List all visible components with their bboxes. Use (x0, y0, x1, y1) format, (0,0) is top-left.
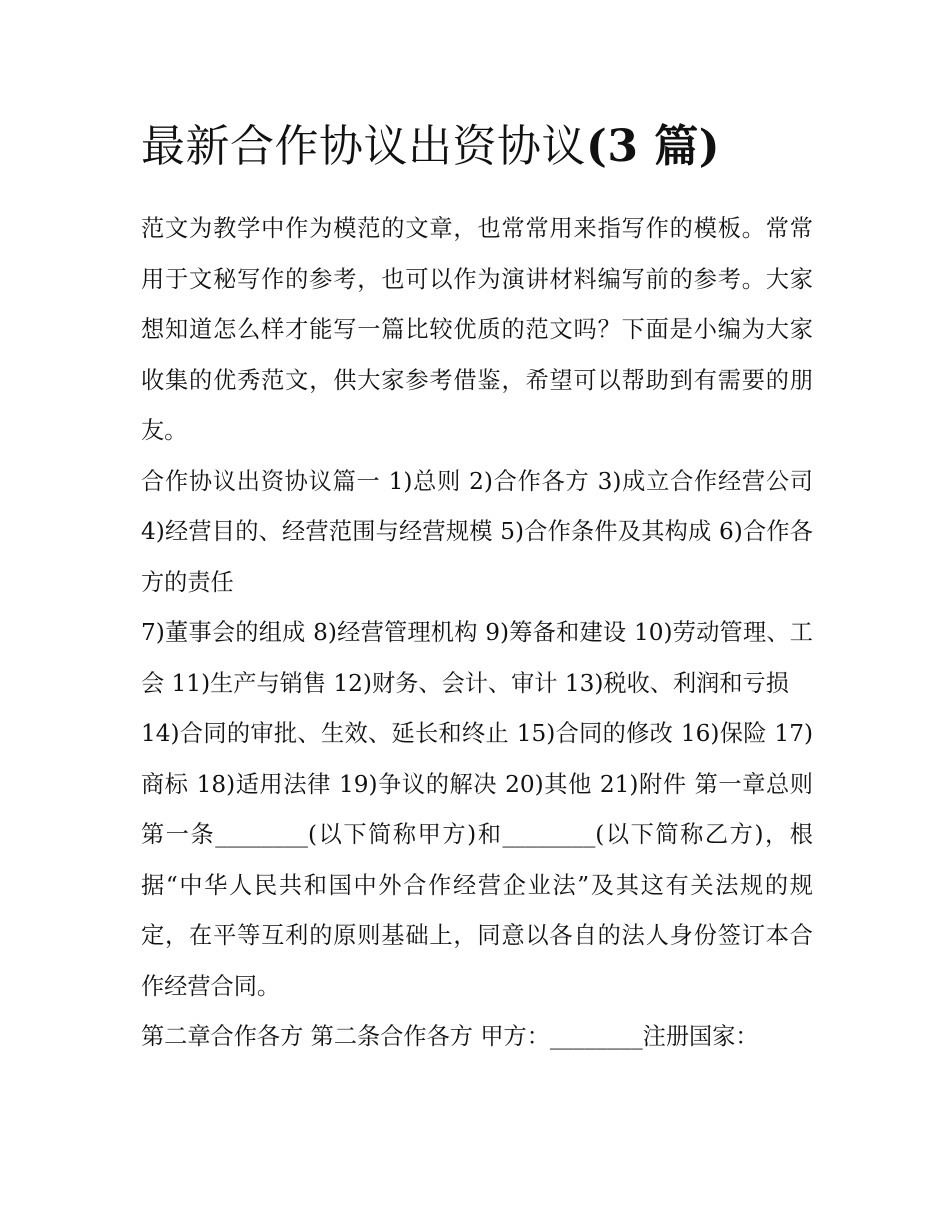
chapter-two-paragraph: 第二章合作各方 第二条合作各方 甲方：________注册国家： (141, 1023, 759, 1050)
contents-paragraph-1: 合作协议出资协议篇一 1)总则 2)合作各方 3)成立合作经营公司 4)经营目的、经营范围与经营规模 5)合作条件及其构成 6)合作各方的责任 (141, 467, 813, 596)
contents-paragraph-2: 7)董事会的组成 8)经营管理机构 9)筹备和建设 10)劳动管理、工会 11)生产与销售 12)财务、会计、审计 13)税收、利润和亏损 (141, 619, 813, 697)
chapter-one-paragraph: 14)合同的审批、生效、延长和终止 15)合同的修改 16)保险 17)商标 18)适用法律 19)争议的解决 20)其他 21)附件 第一章总则 第一条________(以下简称甲方)和________(以下简称乙方)，根据“中华人民共和国中外合作经营企业法”及其这有关法规的规定，在平等互利的原则基础上，同意以各自的法人身份签订本合作经营合同。 (141, 720, 813, 1000)
title-suffix: (3 篇) (586, 121, 721, 172)
title-main: 最新合作协议出资协议 (141, 121, 586, 172)
intro-paragraph: 范文为教学中作为模范的文章，也常常用来指写作的模板。常常用于文秘写作的参考，也可以作为演讲材料编写前的参考。大家想知道怎么样才能写一篇比较优质的范文吗？下面是小编为大家收集的优秀范文，供大家参考借鉴，希望可以帮助到有需要的朋友。 (141, 215, 813, 444)
document-title (141, 112, 813, 182)
document-body (141, 112, 813, 1063)
